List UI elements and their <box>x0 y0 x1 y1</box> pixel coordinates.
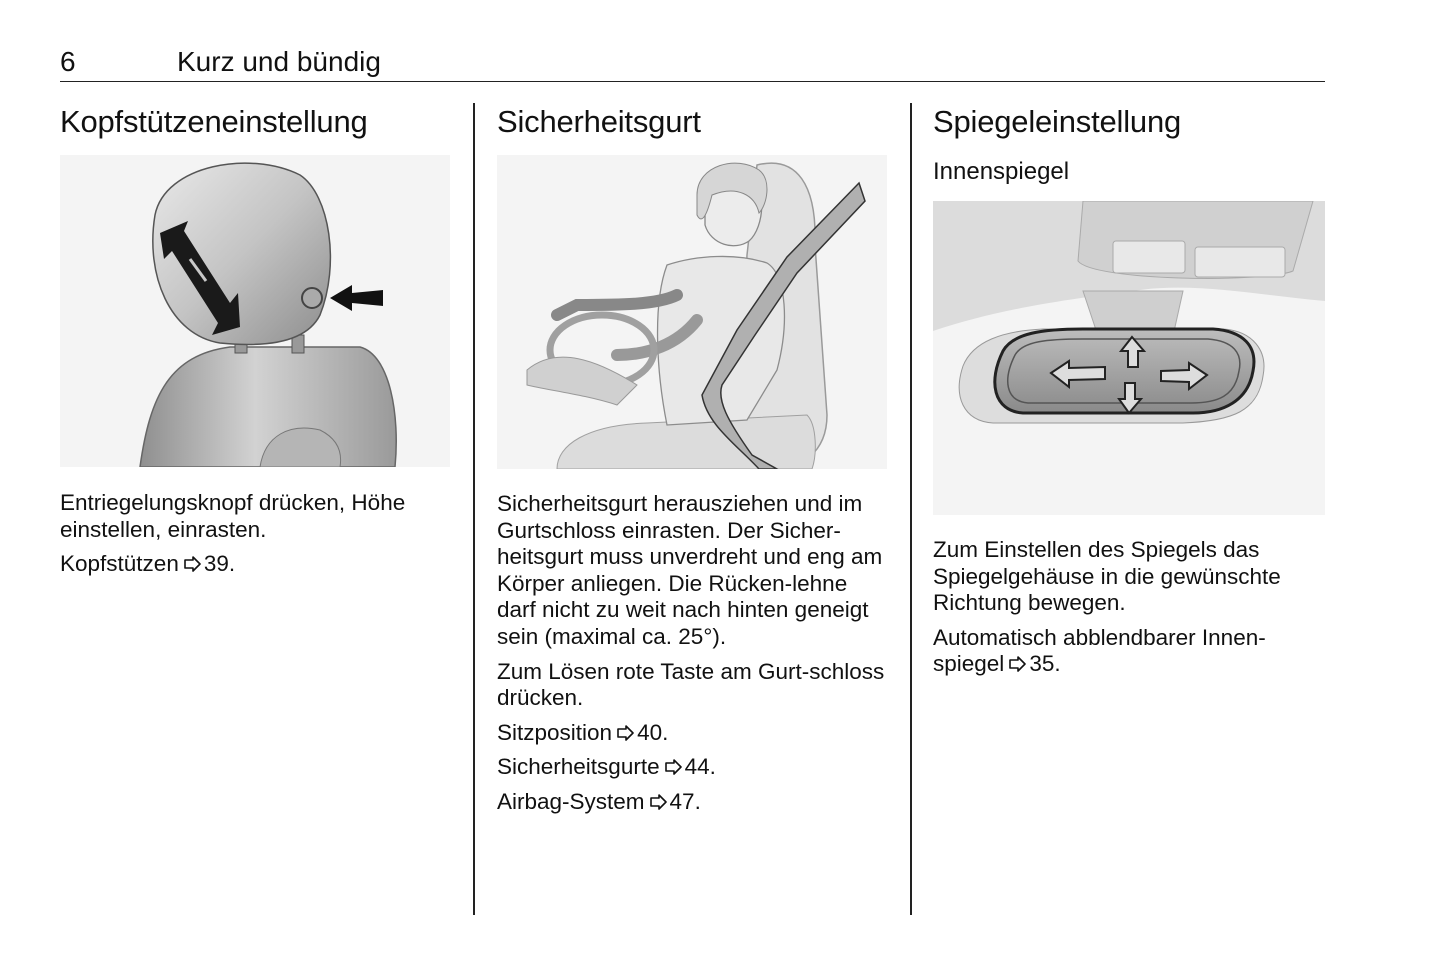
seatbelt-instruction: Sicherheitsgurt herausziehen und im Gurtschloss einrasten. Der Sicher-heitsgurt muss unverdreht und eng am Körper anliegen. Die Rücken-lehne darf nicht zu weit nach hinten geneigt sein (maximal ca. 25°). <box>497 491 883 649</box>
reference-label: Sitzposition <box>497 719 613 745</box>
reference-label: Airbag-System <box>497 788 645 814</box>
headrest-title: Kopfstützeneinstellung <box>60 104 368 139</box>
hollow-arrow-right-icon <box>650 790 668 806</box>
headrest-section <box>60 103 452 578</box>
auto-dimming-mirror-reference[interactable] <box>933 625 1325 678</box>
reference-page: 44. <box>684 754 716 780</box>
headrest-illustration <box>60 155 450 467</box>
airbag-reference[interactable] <box>497 789 889 816</box>
mirror-section <box>933 103 1325 678</box>
headrest-instruction: Entriegelungsknopf drücken, Höhe einstellen, einrasten. <box>60 490 406 542</box>
headrest-reference[interactable] <box>60 551 452 578</box>
seatbelt-section <box>497 103 889 816</box>
seatbelts-reference[interactable] <box>497 754 889 781</box>
column-divider <box>473 103 475 915</box>
hollow-arrow-right-icon <box>665 755 683 771</box>
reference-page: 35. <box>1029 651 1061 677</box>
hollow-arrow-right-icon <box>1009 652 1027 668</box>
seat-position-reference[interactable] <box>497 720 889 747</box>
reference-page: 39. <box>203 551 236 577</box>
seatbelt-title: Sicherheitsgurt <box>497 104 701 139</box>
column-divider <box>910 103 912 915</box>
reference-page: 40. <box>637 719 669 745</box>
mirror-illustration <box>933 201 1325 515</box>
mirror-instruction: Zum Einstellen des Spiegels das Spiegelgehäuse in die gewünschte Richtung bewegen. <box>933 537 1281 616</box>
reference-page: 47. <box>669 788 701 814</box>
reference-label: Sicherheitsgurte <box>497 754 660 780</box>
page-header <box>60 44 1325 82</box>
mirror-subtitle: Innenspiegel <box>933 158 1070 185</box>
hollow-arrow-right-icon <box>184 552 202 568</box>
page-number: 6 <box>60 46 76 77</box>
reference-label: Kopfstützen <box>60 551 179 577</box>
seatbelt-release-instruction: Zum Lösen rote Taste am Gurt-schloss drücken. <box>497 658 885 711</box>
hollow-arrow-right-icon <box>617 721 635 737</box>
reference-label: Automatisch abblendbarer Innen-spiegel <box>933 624 1266 677</box>
seatbelt-illustration <box>497 155 887 469</box>
mirror-title: Spiegeleinstellung <box>933 104 1182 139</box>
chapter-title: Kurz und bündig <box>177 46 381 77</box>
